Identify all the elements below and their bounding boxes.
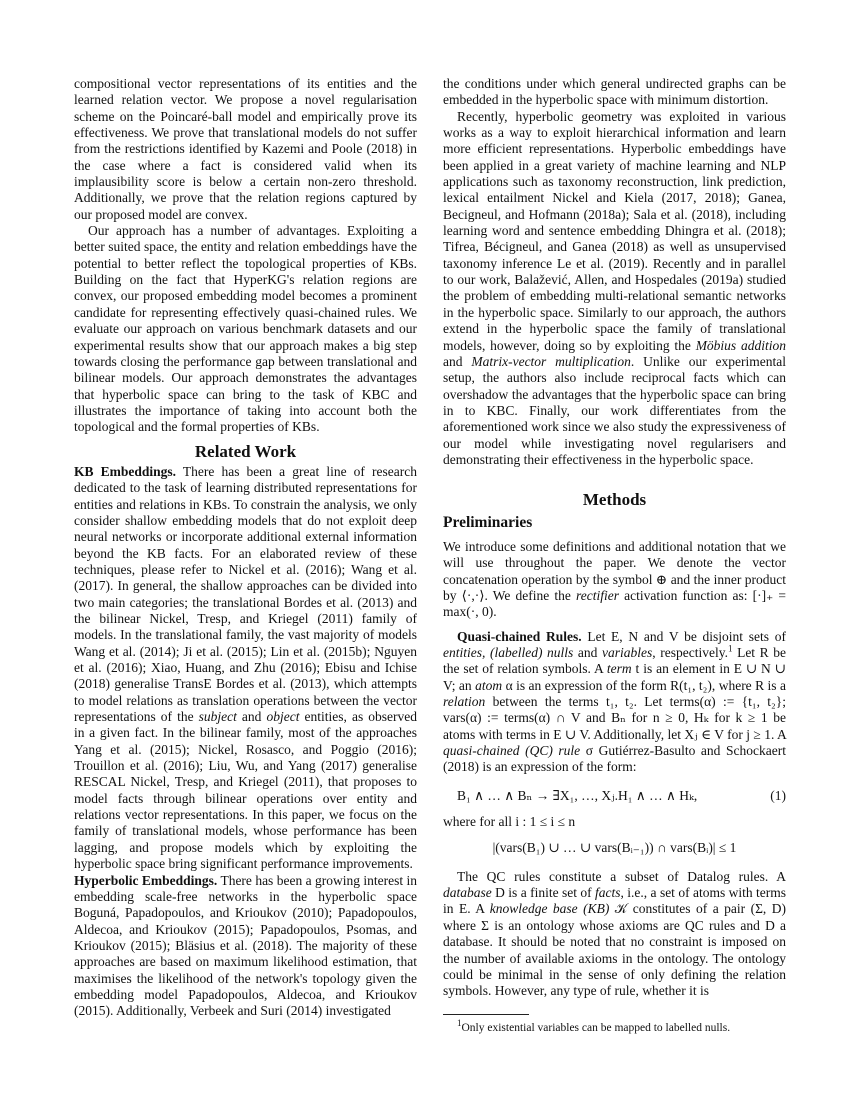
footnote [443, 1017, 786, 1035]
facts-term: facts [595, 885, 621, 901]
qc-text: t is an element in E ∪ N ∪ V; an [443, 661, 786, 693]
hyperbolic-embeddings-paragraph [74, 873, 417, 1020]
mobius-addition-term: Möbius addition [695, 337, 786, 353]
database-term: database [443, 885, 492, 901]
prelim-text-2: activation function as: [·]₊ = max(·, 0). [443, 587, 786, 620]
matrix-vector-term: Matrix-vector multiplication [471, 353, 631, 369]
where-clause: where for all i : 1 ≤ i ≤ n [443, 814, 576, 830]
qc-text: σ Gutiérrez-Basulto and Schockaert (2018) is an expression of the form: [443, 743, 786, 775]
kb-embeddings-text-1: There has been a great line of research dedicated to the task of learning distributed representations for entities and relations in KBs. To constrain the analysis, we only consider shallow embedding models that do not exploit deep neural networks or incorporate additional external information beyond the KB facts. For an elaborated review of these techniques, please refer to Nickel et al. (2016); Wang et al. (2017). In general, the shallow approaches can be divided into two main categories; the translational Bordes et al. (2013) and the bilinear Nickel, Tresp, and Kriegel (2011) family of models. In the translational family, the vast majority of models Wang et al. (2014); Ji et al. (2015); Lin et al. (2015b); Nguyen et al. (2016); Xiao, Huang, and Zhu (2016); Ebisu and Ichise (2018) generalise TransE Bordes et al. (2013), which attempts to model relations as translation operations between the vector representations of the [74, 463, 417, 725]
methods-heading: Methods [582, 490, 647, 510]
qc-text: Let E, N and V be disjoint sets of [581, 628, 786, 644]
qc-italic: quasi-chained (QC) rule [443, 743, 581, 759]
subject-term: subject [198, 709, 237, 725]
footnote-rule [443, 1014, 529, 1015]
hyperbolic-embeddings-text: There has been a growing interest in embedding scale-free networks in the hyperbolic space Boguná, Papadopoulos, and Krioukov (2010); Papadopoulos, Aldecoa, and Krioukov (2015); Papadopoulos, Psomas, and Krioukov (2015); Bläsius et al. (2018). The majority of these approaches are based on maximum likelihood estimation, that maximises the likelihood of the network's topology given the embedding model Papadopoulos, Aldecoa, and Krioukov (2015). Additionally, Verbeek and Suri (2014) investigated [74, 872, 417, 1019]
right-column [443, 76, 786, 1035]
qc-text: between the terms t₁, t₂. Let terms(α) := {t₁, t₂}; vars(α) := terms(α) ∩ V and Bₙ for n ≥ 0, Hₖ for k ≥ 1 be atoms with terms in E ∪ V. Additionally, let Xⱼ ∈ V for j ≥ 1. A [443, 694, 786, 742]
qc-p-text: , i.e., a set of atoms with terms in E. A [443, 885, 787, 917]
connector-text: and [443, 353, 472, 369]
qc-italic: entities, (labelled) nulls [443, 645, 574, 660]
related-work-heading: Related Work [194, 441, 297, 461]
qc-italic: atom [475, 677, 503, 693]
qc-rules-datalog-paragraph [443, 869, 786, 1000]
advantages-paragraph: Our approach has a number of advantages. Exploiting a better suited space, the entity and relation embeddings have the potential to better reflect the topological properties of KBs. Building on the fact that HyperKG's relation regions are convex, our proposed embedding model becomes a prominent candidate for representing effectively quasi-chained rules. We evaluate our approach on various benchmark datasets and our experimental results show that our approach makes a big step towards closing the performance gap between translational and bilinear models. Our approach demonstrates the advantages that hyperbolic space can bring to the task of KBC and illustrates the importance of taking into account both the topological and the formal properties of KBs. [74, 223, 417, 435]
qc-italic: variables [602, 645, 653, 660]
qc-p-text: The QC rules constitute a subset of Datalog rules. A [457, 868, 786, 884]
prelim-text-1: We introduce some definitions and additional notation that we will use throughout the paper. We denote the vector concatenation operation by the symbol ⊕ and the inner product by ⟨·,·⟩. We define the [443, 538, 786, 603]
footnote-text: Only existential variables can be mapped to labelled nulls. [461, 1021, 731, 1034]
kb-embeddings-text-2: entities, as observed in a given fact. In the bilinear family, most of the approaches Yang et al. (2015); Nickel, Rosasco, and Poggio (2016); Trouillon et al. (2016); Liu, Wu, and Yang (2017) generalise RESCAL Nickel, Tresp, and Kriegel (2011), that proposes to model facts through bilinear operations over entity and relations vector representations. In this paper, we focus on the family of translational models, whose performance has been lagging, and propose models which by exploiting the hyperbolic space bring significant performance improvements. [74, 709, 417, 872]
equation-1-body: B₁ ∧ … ∧ Bₙ → ∃X₁, …, Xⱼ.H₁ ∧ … ∧ Hₖ, [457, 787, 698, 803]
recent-text-2: . Unlike our experimental setup, the authors also include reciprocal facts which can overshadow the advantages that the hyperbolic space can bring in to KBC. Finally, our work differentiates from the aforementioned work since we also study the expressiveness of our model while investigating novel regularisers and demonstrating their effectiveness in the hyperbolic space. [443, 353, 786, 467]
preliminaries-heading: Preliminaries [443, 513, 533, 531]
hyperbolic-embeddings-label: Hyperbolic Embeddings. [74, 872, 218, 888]
equation-2 [443, 840, 786, 856]
verbeek-continuation-paragraph: the conditions under which general undirected graphs can be embedded in the hyperbolic space with minimum distortion. [443, 76, 786, 108]
equation-1-number: (1) [770, 787, 786, 803]
quasi-chained-rules-label: Quasi-chained Rules. [457, 628, 582, 644]
footnote-number: 1 [457, 1017, 462, 1028]
qc-italic: relation [443, 694, 486, 710]
knowledge-base-term: knowledge base (KB) [489, 901, 610, 917]
recent-text-1: Recently, hyperbolic geometry was exploited in various works as a way to exploit hierarchical information and learn more efficient representations. Hyperbolic embeddings have been applied in a great variety of machine learning and NLP applications such as taxonomy reconstruction, link prediction, lexical entailment Nickel and Kiela (2017, 2018); Ganea, Becigneul, and Hofmann (2018a); Sala et al. (2018), including learning word and sentence embedding Dhingra et al. (2018); Tifrea, Bécigneul, and Ganea (2018) as well as unsupervised taxonomy inference Le et al. (2019). Recently and in parallel to our work, Balažević, Allen, and Hospedales (2019a) studied the problem of embedding multi-relational semantic networks in the hyperbolic space. Similarly to our approach, the authors extend in the hyperbolic space the family of translational models, however, doing so by exploiting the [443, 108, 786, 353]
footnote-marker: 1 [727, 643, 733, 654]
kb-embeddings-label: KB Embeddings. [74, 463, 177, 479]
rectifier-term: rectifier [575, 587, 619, 603]
qc-p-text: D is a finite set of [491, 885, 596, 901]
quasi-chained-rules-paragraph [443, 629, 786, 776]
qc-text: and [573, 645, 603, 660]
object-term: object [266, 709, 300, 725]
qc-p-text: 𝒦 constitutes of a pair (Σ, D) where Σ is an ontology whose axioms are QC rules and D a database. It should be noted that no constraint is imposed on the number of available axioms in the ontology. The ontology could be minimal in the sense of only defining the relation symbols. However, any type of rule, whether it is [443, 901, 786, 999]
equation-1 [443, 788, 786, 804]
qc-text: Let R be the set of relation symbols. A [443, 645, 787, 677]
recent-hyperbolic-paragraph [443, 109, 786, 469]
qc-italic: term [606, 661, 632, 677]
connector-text: and [236, 709, 267, 725]
intro-continuation-paragraph: compositional vector representations of its entities and the learned relation vector. We propose a novel regularisation scheme on the Poincaré-ball model and empirically prove its effectiveness. We prove that translational models do not suffer from the restrictions identified by Kazemi and Poole (2018) in the case where a fact is considered valid when its implausibility score is below a certain non-zero threshold. Additionally, we prove that the relation regions captured by our proposed model are convex. [74, 76, 417, 222]
equation-2-body: |(vars(B₁) ∪ … ∪ vars(Bᵢ₋₁)) ∩ vars(Bᵢ)| ≤ 1 [492, 840, 737, 856]
preliminaries-paragraph [443, 539, 786, 621]
qc-text: α is an expression of the form R(t₁, t₂), where R is a [502, 677, 786, 693]
qc-text: , respectively. [652, 645, 728, 660]
kb-embeddings-paragraph [74, 464, 417, 873]
left-column [74, 76, 417, 1020]
